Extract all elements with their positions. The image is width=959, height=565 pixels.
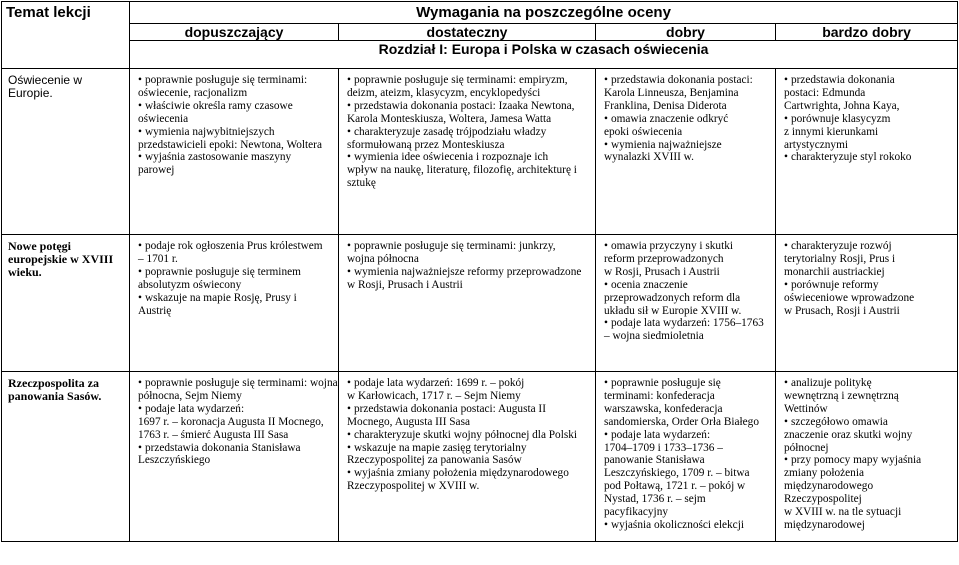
requirement-text: wyjaśnia okoliczności elekcji <box>610 518 744 531</box>
requirements-cell <box>339 69 596 235</box>
requirements-cell <box>130 235 339 372</box>
requirements-header: Wymagania na poszczególne oceny <box>130 2 958 24</box>
requirement-item <box>347 429 592 442</box>
bullet-icon: • <box>138 99 142 112</box>
bullet-icon: • <box>138 402 142 415</box>
requirement-text: międzynarodowej <box>784 518 865 531</box>
bullet-icon: • <box>138 291 142 304</box>
requirement-continuation <box>784 253 954 266</box>
requirement-continuation <box>347 279 592 292</box>
requirement-text: z innymi kierunkami <box>784 125 879 138</box>
requirement-text: wewnętrzną i zewnętrzną <box>784 389 899 402</box>
bullet-icon: • <box>138 240 142 252</box>
requirement-text: pacyfikacyjny <box>604 506 668 519</box>
requirement-text: w Rosji, Prusach i Austrii <box>347 278 463 291</box>
requirement-item <box>784 454 954 467</box>
requirements-cell <box>130 372 339 542</box>
requirement-item <box>138 126 335 139</box>
requirement-continuation <box>604 403 772 416</box>
requirement-text: charakteryzuje zasadę trójpodziału władzy <box>353 125 547 138</box>
lesson-topic: Oświecenie w Europie. <box>2 69 130 235</box>
requirement-item <box>604 74 772 87</box>
requirement-item <box>604 113 772 126</box>
requirement-item <box>138 292 335 305</box>
requirement-continuation <box>784 506 954 519</box>
requirement-item <box>347 467 592 480</box>
requirement-text: pod Połtawą, 1721 r. – pokój w <box>604 480 746 493</box>
bullet-icon: • <box>784 240 788 252</box>
requirement-text: poprawnie posługuje się terminami: empiryzm, <box>353 74 568 86</box>
table-row <box>2 69 958 235</box>
requirement-item <box>138 403 335 416</box>
requirement-continuation <box>784 266 954 279</box>
requirement-continuation <box>604 266 772 279</box>
requirements-table <box>1 1 958 542</box>
requirement-text: podaje rok ogłoszenia Prus królestwem <box>144 240 323 252</box>
requirement-text: 1763 r. – śmierć Augusta III Sasa <box>138 428 289 441</box>
requirement-text: poprawnie posługuje się <box>610 377 721 389</box>
requirement-item <box>347 100 592 113</box>
requirement-continuation <box>604 330 772 343</box>
bullet-icon: • <box>138 377 142 389</box>
bullet-icon: • <box>784 74 788 86</box>
bullet-icon: • <box>347 441 351 454</box>
bullet-icon: • <box>604 138 608 151</box>
requirement-text: północnej <box>784 441 829 454</box>
requirement-continuation <box>138 390 335 403</box>
requirement-item <box>138 266 335 279</box>
bullet-icon: • <box>604 518 608 531</box>
requirement-continuation <box>604 442 772 455</box>
requirement-item <box>347 377 592 390</box>
bullet-icon: • <box>138 151 142 164</box>
requirement-text: Rzeczypospolitej za panowania Sasów <box>347 454 522 467</box>
requirements-cell <box>776 235 958 372</box>
requirement-item <box>347 126 592 139</box>
requirement-text: znaczenie oraz skutki wojny <box>784 428 913 441</box>
bullet-icon: • <box>347 428 351 441</box>
requirement-continuation <box>784 403 954 416</box>
requirements-cell <box>339 372 596 542</box>
bullet-icon: • <box>347 74 351 86</box>
requirement-item <box>784 279 954 292</box>
requirement-text: właściwie określa ramy czasowe <box>144 99 293 112</box>
bullet-icon: • <box>347 402 351 415</box>
requirement-text: w Karłowicach, 1717 r. – Sejm Niemy <box>347 389 521 402</box>
requirement-item <box>784 416 954 429</box>
requirement-text: Leszczyńskiego <box>138 454 211 467</box>
requirement-continuation <box>784 493 954 506</box>
requirement-text: Wettinów <box>784 402 828 415</box>
requirement-text: oświecenie, racjonalizm <box>138 86 248 99</box>
requirement-item <box>604 139 772 152</box>
requirement-continuation <box>784 87 954 100</box>
requirements-cell <box>596 372 776 542</box>
requirement-text: wynalazki XVIII w. <box>604 151 694 164</box>
bullet-icon: • <box>138 74 142 86</box>
requirement-text: porównuje klasycyzm <box>790 112 891 125</box>
requirement-text: charakteryzuje rozwój <box>790 240 892 252</box>
bullet-icon: • <box>784 278 788 291</box>
requirement-item <box>347 240 592 253</box>
requirement-continuation <box>604 480 772 493</box>
requirement-item <box>138 442 335 455</box>
requirement-continuation <box>347 454 592 467</box>
requirement-text: przedstawia dokonania postaci: Izaaka Newtona, <box>353 99 575 112</box>
bullet-icon: • <box>347 99 351 112</box>
requirement-text: wymienia najwybitniejszych <box>144 125 275 138</box>
table-row <box>2 372 958 542</box>
requirement-continuation <box>138 454 335 467</box>
requirements-cell <box>596 69 776 235</box>
requirement-continuation <box>784 126 954 139</box>
requirement-text: Leszczyńskiego, 1709 r. – bitwa <box>604 467 750 480</box>
requirement-text: zmiany położenia <box>784 467 864 480</box>
bullet-icon: • <box>784 151 788 164</box>
requirement-item <box>347 442 592 455</box>
requirement-item <box>784 74 954 87</box>
requirement-continuation <box>784 390 954 403</box>
requirement-continuation <box>784 442 954 455</box>
requirement-text: przedstawicieli epoki: Newtona, Woltera <box>138 138 322 151</box>
lesson-topic: Rzeczpospolita za panowania Sasów. <box>2 372 130 542</box>
requirement-continuation <box>604 305 772 318</box>
bullet-icon: • <box>604 112 608 125</box>
requirement-continuation <box>604 151 772 164</box>
requirement-text: poprawnie posługuje się terminem <box>144 265 301 278</box>
requirement-continuation <box>138 253 335 266</box>
requirement-text: przy pomocy mapy wyjaśnia <box>790 454 922 467</box>
requirement-continuation <box>347 164 592 177</box>
requirement-continuation <box>604 126 772 139</box>
requirement-continuation <box>604 454 772 467</box>
requirement-text: terminami: konfederacja <box>604 389 715 402</box>
requirement-text: przedstawia dokonania Stanisława <box>144 441 301 454</box>
requirement-text: warszawska, konfederacja <box>604 402 723 415</box>
requirement-continuation <box>604 100 772 113</box>
grade-level-2: dostateczny <box>339 24 596 41</box>
requirement-text: przedstawia dokonania postaci: <box>610 74 753 86</box>
requirements-cell <box>776 372 958 542</box>
requirements-cell <box>339 235 596 372</box>
requirement-text: Rzeczypospolitej w XVIII w. <box>347 480 480 493</box>
requirement-text: deizm, ateizm, klasycyzm, encyklopedyści <box>347 86 541 99</box>
requirement-text: terytorialny Rosji, Prus i <box>784 252 896 265</box>
requirement-continuation <box>604 87 772 100</box>
requirement-item <box>784 240 954 253</box>
requirement-item <box>138 377 338 390</box>
bullet-icon: • <box>604 278 608 291</box>
requirement-item <box>347 266 592 279</box>
requirement-item <box>347 74 592 87</box>
requirement-continuation <box>604 493 772 506</box>
requirement-text: Karola Monteskiusza, Woltera, Jamesa Watta <box>347 112 552 125</box>
bullet-icon: • <box>347 125 351 138</box>
requirement-text: oświecenia <box>138 112 189 125</box>
requirement-item <box>604 519 772 532</box>
requirement-continuation <box>138 416 335 429</box>
requirement-continuation <box>347 139 592 152</box>
requirement-text: Karola Linneusza, Benjamina <box>604 86 739 99</box>
requirement-text: wyjaśnia zmiany położenia międzynarodowego <box>353 467 569 480</box>
requirement-text: postaci: Edmunda <box>784 86 866 99</box>
requirement-continuation <box>138 305 335 318</box>
requirement-continuation <box>347 480 592 493</box>
requirement-text: podaje lata wydarzeń: 1699 r. – pokój <box>353 377 525 389</box>
requirement-continuation <box>138 87 335 100</box>
requirement-text: artystycznymi <box>784 138 848 151</box>
bullet-icon: • <box>347 151 351 164</box>
requirement-continuation <box>784 480 954 493</box>
requirements-cell <box>776 69 958 235</box>
requirement-continuation <box>784 292 954 305</box>
requirement-text: Cartwrighta, Johna Kaya, <box>784 99 900 112</box>
requirement-text: poprawnie posługuje się terminami: <box>144 74 308 86</box>
bullet-icon: • <box>138 265 142 278</box>
requirement-text: wymienia najważniejsze <box>610 138 722 151</box>
requirement-text: Nystad, 1736 r. – sejm <box>604 493 706 506</box>
requirement-item <box>138 100 335 113</box>
requirement-text: – 1701 r. <box>138 252 178 265</box>
requirement-text: absolutyzm oświecony <box>138 278 242 291</box>
requirement-item <box>604 377 772 390</box>
requirement-text: w XVIII w. na tle sytuacji <box>784 506 902 519</box>
bullet-icon: • <box>784 377 788 389</box>
requirement-text: charakteryzuje styl rokoko <box>790 151 912 164</box>
requirement-text: wojna północna <box>347 252 419 265</box>
requirement-text: panowanie Stanisława <box>604 454 705 467</box>
requirement-continuation <box>784 139 954 152</box>
requirement-item <box>604 429 772 442</box>
requirement-continuation <box>138 139 335 152</box>
requirement-text: sformułowaną przez Monteskiusza <box>347 138 505 151</box>
section-title: Rozdział I: Europa i Polska w czasach oświecenia <box>130 41 958 69</box>
grade-level-3: dobry <box>596 24 776 41</box>
lesson-topic: Nowe potęgi europejskie w XVIII wieku. <box>2 235 130 372</box>
grade-level-1: dopuszczający <box>130 24 339 41</box>
requirement-text: poprawnie posługuje się terminami: junkrzy, <box>353 240 556 252</box>
requirement-text: charakteryzuje skutki wojny północnej dla Polski <box>353 428 578 441</box>
bullet-icon: • <box>784 112 788 125</box>
requirement-text: 1704–1709 i 1733–1736 – <box>604 441 723 454</box>
requirement-text: Mocnego, Augusta III Sasa <box>347 415 470 428</box>
requirement-text: wskazuje na mapie zasięg terytorialny <box>353 441 527 454</box>
requirement-text: przedstawia dokonania postaci: Augusta II <box>353 402 546 415</box>
requirement-text: Franklina, Denisa Diderota <box>604 99 727 112</box>
bullet-icon: • <box>784 454 788 467</box>
requirement-item <box>138 151 335 164</box>
requirement-continuation <box>138 429 335 442</box>
requirement-continuation <box>347 177 592 190</box>
bullet-icon: • <box>138 125 142 138</box>
requirement-text: parowej <box>138 164 175 177</box>
requirement-continuation <box>784 519 954 532</box>
bullet-icon: • <box>604 240 608 252</box>
requirement-continuation <box>138 279 335 292</box>
requirement-text: międzynarodowego <box>784 480 874 493</box>
requirement-text: Rzeczypospolitej <box>784 493 862 506</box>
bullet-icon: • <box>604 377 608 389</box>
requirement-text: północna, Sejm Niemy <box>138 389 242 402</box>
grade-level-4: bardzo dobry <box>776 24 958 41</box>
requirement-text: przeprowadzonych reform dla <box>604 291 741 304</box>
requirement-item <box>604 279 772 292</box>
bullet-icon: • <box>138 441 142 454</box>
bullet-icon: • <box>604 74 608 86</box>
requirement-text: sztukę <box>347 177 376 190</box>
requirement-continuation <box>604 292 772 305</box>
requirement-continuation <box>604 253 772 266</box>
requirement-text: omawia znaczenie odkryć <box>610 112 729 125</box>
requirement-text: 1697 r. – koronacja Augusta II Mocnego, <box>138 415 324 428</box>
requirement-text: wymienia najważniejsze reformy przeprowadzone <box>353 265 582 278</box>
requirement-text: porównuje reformy <box>790 278 879 291</box>
requirement-text: wpływ na naukę, literaturę, filozofię, architekturę i <box>347 164 577 177</box>
requirement-text: szczegółowo omawia <box>790 415 888 428</box>
requirement-item <box>784 377 954 390</box>
requirement-text: epoki oświecenia <box>604 125 683 138</box>
requirement-continuation <box>138 164 335 177</box>
requirement-item <box>347 151 592 164</box>
requirement-continuation <box>347 390 592 403</box>
requirements-cell <box>596 235 776 372</box>
requirement-text: w Rosji, Prusach i Austrii <box>604 265 720 278</box>
requirement-text: sandomierska, Order Orła Białego <box>604 415 759 428</box>
requirement-continuation <box>784 429 954 442</box>
requirement-continuation <box>784 305 954 318</box>
requirement-item <box>138 74 335 87</box>
requirement-item <box>604 240 772 253</box>
requirement-text: poprawnie posługuje się terminami: wojna <box>144 377 338 389</box>
requirement-continuation <box>604 467 772 480</box>
requirement-item <box>347 403 592 416</box>
requirement-text: Austrię <box>138 304 172 317</box>
requirement-continuation <box>347 113 592 126</box>
requirement-text: przedstawia dokonania <box>790 74 895 86</box>
requirement-text: wyjaśnia zastosowanie maszyny <box>144 151 292 164</box>
requirement-text: wymienia idee oświecenia i rozpoznaje ich <box>353 151 549 164</box>
bullet-icon: • <box>347 467 351 480</box>
requirement-continuation <box>784 467 954 480</box>
requirement-text: – wojna siedmioletnia <box>604 330 704 343</box>
requirement-text: układu sił w Europie XVIII w. <box>604 304 742 317</box>
requirement-continuation <box>347 416 592 429</box>
requirement-continuation <box>604 416 772 429</box>
requirement-text: oświeceniowe wprowadzone <box>784 291 915 304</box>
requirement-text: podaje lata wydarzeń: 1756–1763 <box>610 317 764 330</box>
requirement-text: reform przeprowadzonych <box>604 252 724 265</box>
requirement-text: w Prusach, Rosji i Austrii <box>784 304 900 317</box>
requirement-text: podaje lata wydarzeń: <box>610 428 711 441</box>
table-row <box>2 235 958 372</box>
requirement-continuation <box>604 506 772 519</box>
requirements-cell <box>130 69 339 235</box>
requirement-continuation <box>347 87 592 100</box>
requirement-item <box>138 240 335 253</box>
bullet-icon: • <box>347 377 351 389</box>
requirement-item <box>784 151 954 164</box>
bullet-icon: • <box>604 428 608 441</box>
requirement-text: analizuje politykę <box>790 377 872 389</box>
requirement-text: omawia przyczyny i skutki <box>610 240 734 252</box>
requirement-item <box>604 317 772 330</box>
requirement-continuation <box>347 253 592 266</box>
requirement-text: ocenia znaczenie <box>610 278 688 291</box>
bullet-icon: • <box>347 265 351 278</box>
requirement-item <box>784 113 954 126</box>
requirement-text: wskazuje na mapie Rosję, Prusy i <box>144 291 297 304</box>
requirement-continuation <box>138 113 335 126</box>
requirement-text: monarchii austriackiej <box>784 265 885 278</box>
requirement-continuation <box>784 100 954 113</box>
bullet-icon: • <box>347 240 351 252</box>
requirement-text: podaje lata wydarzeń: <box>144 402 245 415</box>
bullet-icon: • <box>784 415 788 428</box>
bullet-icon: • <box>604 317 608 330</box>
topic-column-header: Temat lekcji <box>2 2 130 69</box>
requirement-continuation <box>604 390 772 403</box>
